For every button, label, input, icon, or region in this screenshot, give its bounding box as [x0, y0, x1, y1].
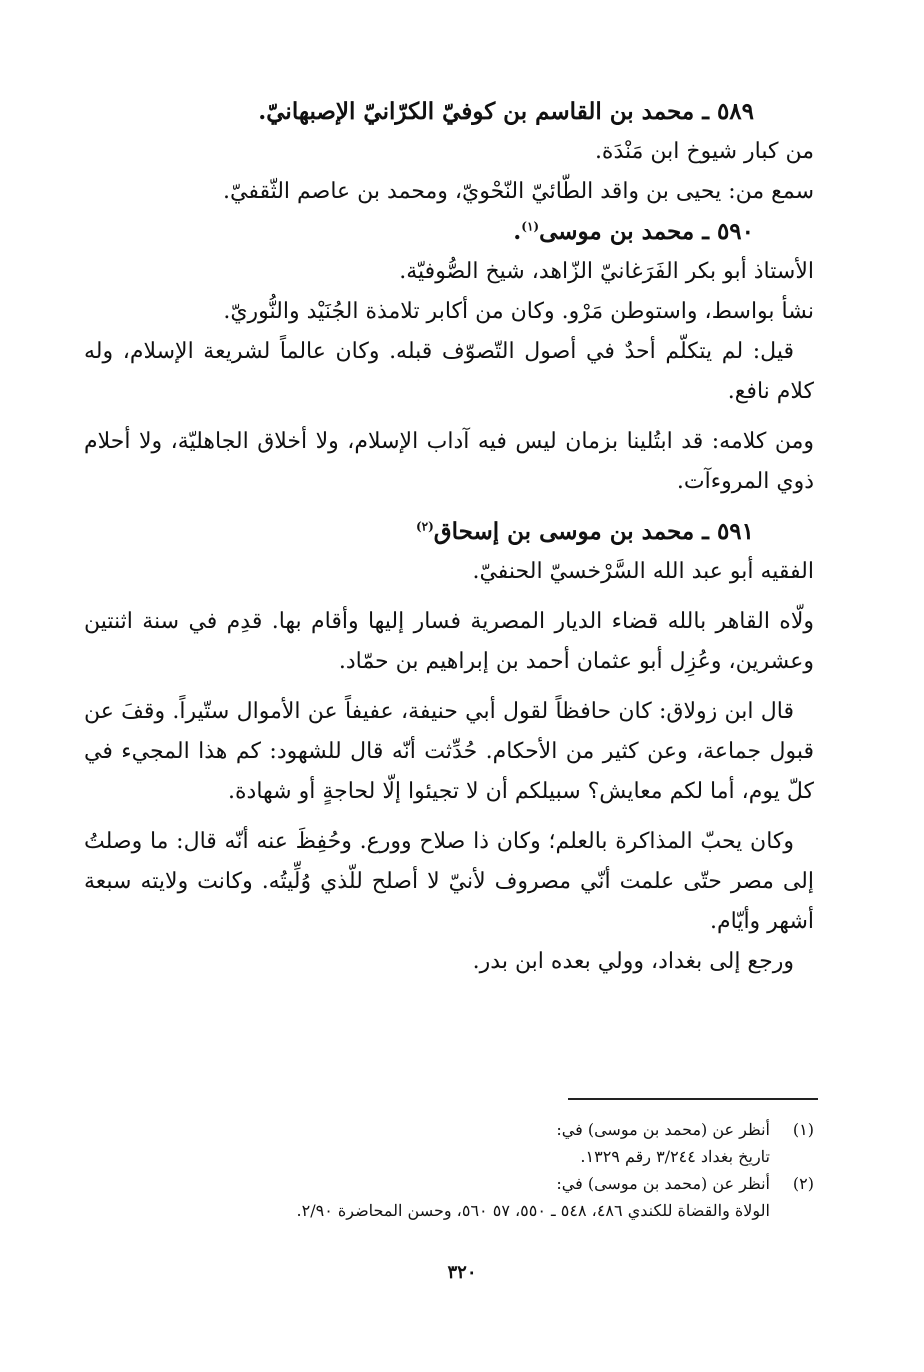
- entry-paragraph: قيل: لم يتكلّم أحدٌ في أصول التّصوّف قبله. وكان عالماً لشريعة الإسلام، وله كلام نافع.: [84, 339, 814, 404]
- page-body: [84, 92, 814, 982]
- entry-paragraph: الفقيه أبو عبد الله السَّرْخسيّ الحنفيّ.: [472, 559, 814, 584]
- entry-paragraph: ولّاه القاهر بالله قضاء الديار المصرية فسار إليها وأقام بها. قدِم في سنة اثنتين وعشرين، وعُزِل أبو عثمان أحمد بن إبراهيم بن حمّاد.: [84, 609, 814, 674]
- footnote-line: تاريخ بغداد ٣/٢٤٤ رقم ١٣٢٩.: [580, 1147, 770, 1166]
- footnote-item: [84, 1116, 814, 1170]
- entry-heading-text: ٥٩٠ ـ محمد بن موسى: [539, 218, 754, 245]
- footnote-divider: [568, 1098, 818, 1100]
- entry-paragraph: وكان يحبّ المذاكرة بالعلم؛ وكان ذا صلاح وورع. وحُفِظَ عنه أنّه قال: ما وصلتُ إلى مصر حتّى علمت أنّي مصروف لأنيّ لا أصلح للّذي وُلِّيتُه. وكانت ولايته سبعة أشهر وأيّام.: [84, 829, 814, 934]
- entry-paragraph: ورجع إلى بغداد، وولي بعده ابن بدر.: [472, 949, 794, 974]
- footnote-number: (١): [792, 1120, 814, 1139]
- page-number: ٣٢٠: [447, 1262, 477, 1283]
- entry-heading-text: ٥٩١ ـ محمد بن موسى بن إسحاق: [433, 518, 754, 545]
- footnote-line: الولاة والقضاة للكندي ٤٨٦، ٥٤٨ ـ ٥٥٠، ٥٧ ٥٦٠، وحسن المحاضرة ٢/٩٠.: [296, 1201, 770, 1220]
- entry-heading-589: [84, 92, 814, 132]
- entry-heading-590: [84, 212, 814, 252]
- footnote-line: أنظر عن (محمد بن موسى) في:: [556, 1120, 770, 1139]
- footnote-item: [84, 1170, 814, 1224]
- entry-paragraph: نشأ بواسط، واستوطن مَرْو. وكان من أكابر تلامذة الجُنَيْد والنُّوريّ.: [223, 299, 814, 324]
- entry-heading-text: ٥٨٩ ـ محمد بن القاسم بن كوفيّ الكرّانيّ الإصبهانيّ.: [258, 98, 754, 125]
- footnote-number: (٢): [792, 1174, 814, 1193]
- footnote-line: أنظر عن (محمد بن موسى) في:: [556, 1174, 770, 1193]
- entry-paragraph: ومن كلامه: قد ابتُلينا بزمان ليس فيه آداب الإسلام، ولا أخلاق الجاهليّة، ولا أحلام ذوي المروءآت.: [84, 429, 814, 494]
- entry-heading-591: [84, 512, 814, 552]
- entry-paragraph: من كبار شيوخ ابن مَنْدَة.: [594, 139, 814, 164]
- footnote-body: [84, 1170, 770, 1224]
- entry-paragraph: الأستاذ أبو بكر الفَرَغانيّ الزّاهد، شيخ الصُّوفيّة.: [399, 259, 814, 284]
- entry-heading-end: .: [513, 218, 522, 245]
- footnote-marker[interactable]: (١): [521, 219, 540, 234]
- footnote-body: [84, 1116, 770, 1170]
- entry-paragraph: سمع من: يحيى بن واقد الطّائيّ النّحْويّ، ومحمد بن عاصم الثّقفيّ.: [222, 179, 814, 204]
- entry-paragraph: قال ابن زولاق: كان حافظاً لقول أبي حنيفة، عفيفاً عن الأموال ستّيراً. وقفَ عن قبول جماعة، وعن كثير من الأحكام. حُدِّثت أنّه قال للشهود: كم هذا المجيء في كلّ يوم، أما لكم معايش؟ سبيلكم أن لا تجيئوا إلّا لحاجةٍ أو شهادة.: [84, 699, 814, 804]
- footnote-marker[interactable]: (٢): [415, 519, 434, 534]
- footnotes: [84, 1116, 814, 1224]
